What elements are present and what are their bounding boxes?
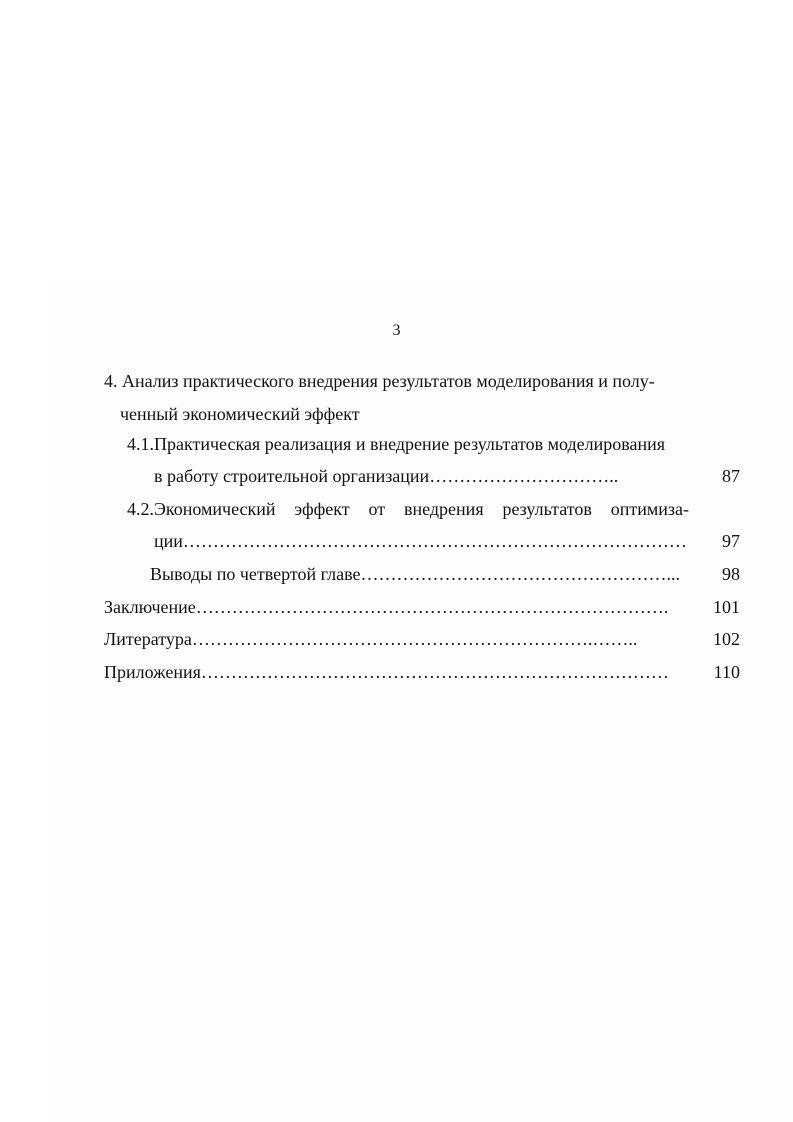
toc-section-4-2-word: результатов xyxy=(502,499,592,519)
toc-section-4-2-word: внедрения xyxy=(404,499,484,519)
toc-section-4-1-page: 87 xyxy=(722,466,740,486)
toc-appendices-page: 110 xyxy=(713,662,740,682)
toc-conclusions-chapter-4-page: 98 xyxy=(722,564,740,584)
page-number: 3 xyxy=(392,322,401,339)
toc-section-4-2-page: 97 xyxy=(722,531,740,551)
toc-chapter-4-line-1: 4. Анализ практического внедрения результатов моделирования и полу- xyxy=(104,371,655,391)
toc-conclusion-page: 101 xyxy=(713,597,740,617)
toc-section-4-1-line-2: в работу строительной организации………………………….. xyxy=(154,466,619,486)
toc-section-4-2-word: 4.2.Экономический xyxy=(127,499,276,519)
toc-section-4-2-line-1 xyxy=(127,498,689,520)
toc-chapter-4-line-2: ченный экономический эффект xyxy=(120,404,360,424)
toc-section-4-2-word: от xyxy=(368,499,386,519)
toc-literature: Литература………………………………………………………….…….. xyxy=(104,629,638,649)
toc-section-4-2-line-2: ции………………………………………………………………………… xyxy=(154,531,687,551)
toc-appendices: Приложения…………………………………………………………………… xyxy=(104,662,669,682)
toc-section-4-2-word: эффект xyxy=(294,499,350,519)
toc-section-4-1-line-1: 4.1.Практическая реализация и внедрение результатов моделирования xyxy=(127,434,666,454)
toc-conclusions-chapter-4: Выводы по четвертой главе……………………………………………... xyxy=(150,564,680,584)
toc-literature-page: 102 xyxy=(713,629,740,649)
toc-section-4-2-word: оптимиза- xyxy=(610,499,689,519)
toc-conclusion: Заключение……………………………………………………………………. xyxy=(104,597,669,617)
